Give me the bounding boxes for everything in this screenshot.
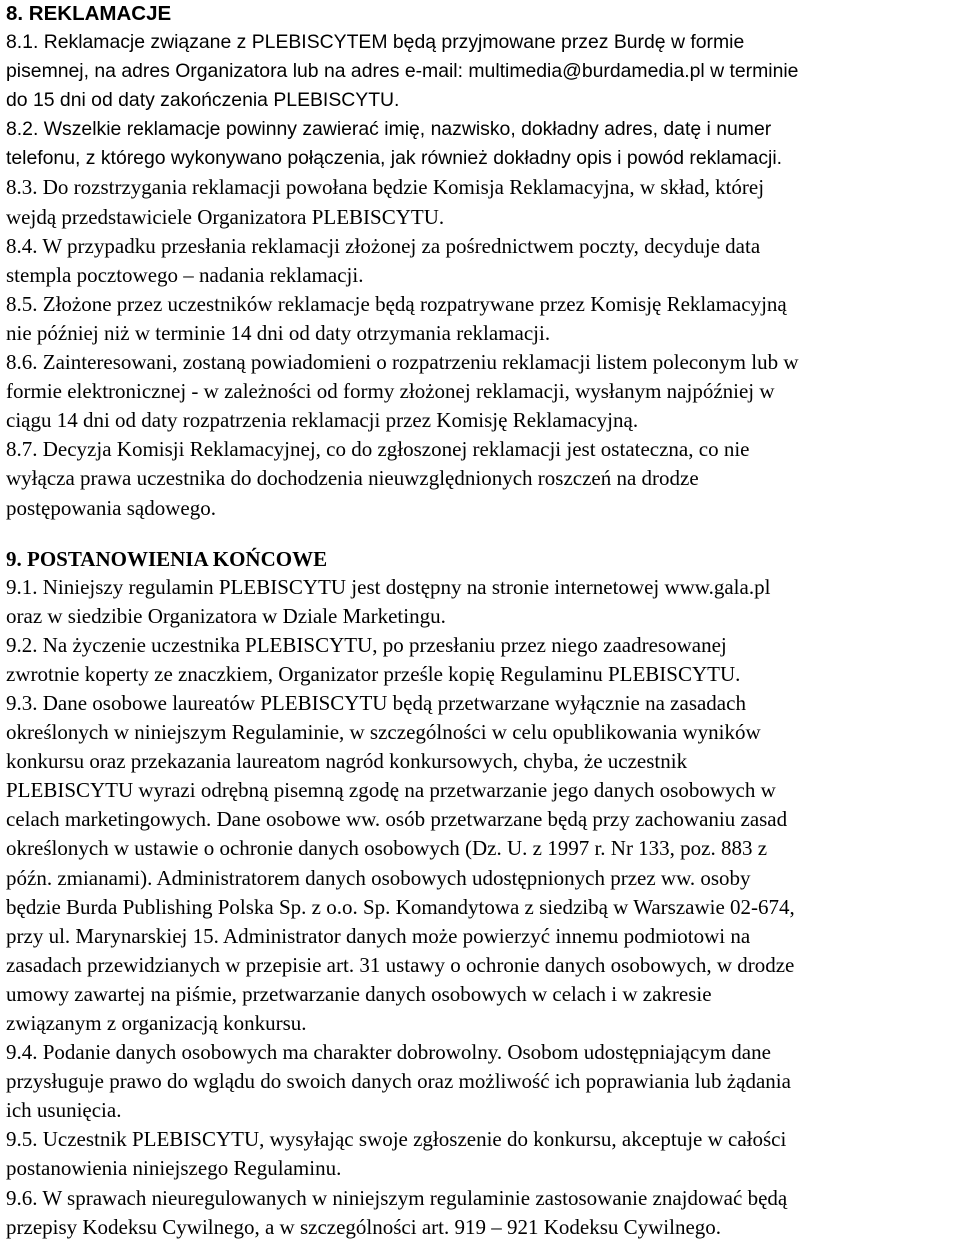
paragraph-line: PLEBISCYTU wyrazi odrębną pisemną zgodę na przetwarzanie jego danych osobowych w <box>6 778 776 803</box>
paragraph-line: określonych w ustawie o ochronie danych osobowych (Dz. U. z 1997 r. Nr 133, poz. 883 z <box>6 836 768 861</box>
paragraph <box>6 689 956 1038</box>
paragraph-line: 8.1. Reklamacje związane z PLEBISCYTEM będą przyjmowane przez Burdę w formie <box>6 31 745 53</box>
paragraph-line: przepisy Kodeksu Cywilnego, a w szczególności art. 919 – 921 Kodeksu Cywilnego. <box>6 1214 722 1239</box>
paragraph-line: 8.5. Złożone przez uczestników reklamacje będą rozpatrywane przez Komisję Reklamacyjną <box>6 291 787 316</box>
paragraph-line: ciągu 14 dni od daty rozpatrzenia reklamacji przez Komisję Reklamacyjną. <box>6 408 639 433</box>
paragraph <box>6 1184 956 1242</box>
document-page <box>6 0 956 1242</box>
paragraph-line: 9.1. Niniejszy regulamin PLEBISCYTU jest dostępny na stronie internetowej www.gala.pl <box>6 574 771 599</box>
paragraph <box>6 115 956 173</box>
paragraph-line: celach marketingowych. Dane osobowe ww. osób przetwarzane będą przy zachowaniu zasad <box>6 807 788 832</box>
paragraph-line: przysługuje prawo do wglądu do swoich danych oraz możliwość ich poprawiania lub żądania <box>6 1069 791 1094</box>
paragraph-line: formie elektronicznej - w zależności od formy złożonej reklamacji, wysłanym najpóźniej w <box>6 379 775 404</box>
paragraph-line: postanowienia niniejszego Regulaminu. <box>6 1156 342 1181</box>
paragraph-line: 9.5. Uczestnik PLEBISCYTU, wysyłając swoje zgłoszenie do konkursu, akceptuje w całości <box>6 1127 787 1152</box>
paragraph <box>6 28 956 115</box>
paragraph-line: związanym z organizacją konkursu. <box>6 1011 307 1035</box>
paragraph-line: zwrotnie koperty ze znaczkiem, Organizator prześle kopię Regulaminu PLEBISCYTU. <box>6 661 741 686</box>
paragraph-line: nie później niż w terminie 14 dni od daty otrzymania reklamacji. <box>6 320 551 345</box>
paragraph-line: pisemnej, na adres Organizatora lub na adres e-mail: multimedia@burdamedia.pl w terminie <box>6 60 799 83</box>
section-heading: 8. REKLAMACJE <box>6 2 172 25</box>
paragraph-line: 9.2. Na życzenie uczestnika PLEBISCYTU, po przesłaniu przez niego zaadresowanej <box>6 632 727 657</box>
paragraph-line: 8.2. Wszelkie reklamacje powinny zawierać imię, nazwisko, dokładny adres, datę i numer <box>6 118 772 141</box>
paragraph <box>6 573 956 631</box>
paragraph-line: ich usunięcia. <box>6 1098 122 1123</box>
section-9 <box>6 545 956 1242</box>
paragraph-line: określonych w niniejszym Regulaminie, w szczególności w celu opublikowania wyników <box>6 720 761 745</box>
paragraph-line: późn. zmianami). Administratorem danych osobowych udostępnionych przez ww. osoby <box>6 865 751 890</box>
section-8 <box>6 0 956 523</box>
paragraph <box>6 435 956 522</box>
paragraph <box>6 1125 956 1183</box>
paragraph <box>6 173 956 231</box>
paragraph-line: 9.6. W sprawach nieuregulowanych w niniejszym regulaminie zastosowanie znajdować będą <box>6 1185 788 1210</box>
paragraph-line: 9.4. Podanie danych osobowych ma charakter dobrowolny. Osobom udostępniającym dane <box>6 1040 771 1065</box>
paragraph-line: będzie Burda Publishing Polska Sp. z o.o. Sp. Komandytowa z siedzibą w Warszawie 02-674, <box>6 894 795 919</box>
paragraph-line: zasadach przewidzianych w przepisie art. 31 ustawy o ochronie danych osobowych, w drodze <box>6 952 795 977</box>
paragraph-line: 8.3. Do rozstrzygania reklamacji powołana będzie Komisja Reklamacyjna, w skład, której <box>6 175 765 200</box>
paragraph-line: stempla pocztowego – nadania reklamacji. <box>6 262 364 287</box>
paragraph-line: 8.6. Zainteresowani, zostaną powiadomieni o rozpatrzeniu reklamacji listem poleconym lub w <box>6 350 799 375</box>
paragraph-line: przy ul. Marynarskiej 15. Administrator danych może powierzyć innemu podmiotowi na <box>6 923 751 948</box>
paragraph-line: wejdą przedstawiciele Organizatora PLEBISCYTU. <box>6 204 445 229</box>
paragraph-line: wyłącza prawa uczestnika do dochodzenia nieuwzględnionych roszczeń na drodze <box>6 466 699 491</box>
paragraph <box>6 232 956 290</box>
paragraph-line: 9.3. Dane osobowe laureatów PLEBISCYTU będą przetwarzane wyłącznie na zasadach <box>6 690 746 715</box>
paragraph-line: konkursu oraz przekazania laureatom nagród konkursowych, chyba, że uczestnik <box>6 749 688 774</box>
paragraph-line: telefonu, z którego wykonywano połączenia, jak również dokładny opis i powód reklamacji. <box>6 147 783 170</box>
paragraph <box>6 348 956 435</box>
section-heading: 9. POSTANOWIENIA KOŃCOWE <box>6 546 328 571</box>
paragraph-line: umowy zawartej na piśmie, przetwarzanie danych osobowych w celach i w zakresie <box>6 981 712 1006</box>
paragraph-line: 8.4. W przypadku przesłania reklamacji złożonej za pośrednictwem poczty, decyduje data <box>6 233 761 258</box>
paragraph-line: oraz w siedzibie Organizatora w Dziale Marketingu. <box>6 603 446 628</box>
paragraph <box>6 1038 956 1125</box>
paragraph <box>6 631 956 689</box>
section-body <box>6 28 956 523</box>
paragraph <box>6 290 956 348</box>
paragraph-line: postępowania sądowego. <box>6 495 216 520</box>
paragraph-line: do 15 dni od daty zakończenia PLEBISCYTU. <box>6 89 400 112</box>
section-body <box>6 573 956 1242</box>
paragraph-line: 8.7. Decyzja Komisji Reklamacyjnej, co do zgłoszonej reklamacji jest ostateczna, co nie <box>6 437 750 462</box>
